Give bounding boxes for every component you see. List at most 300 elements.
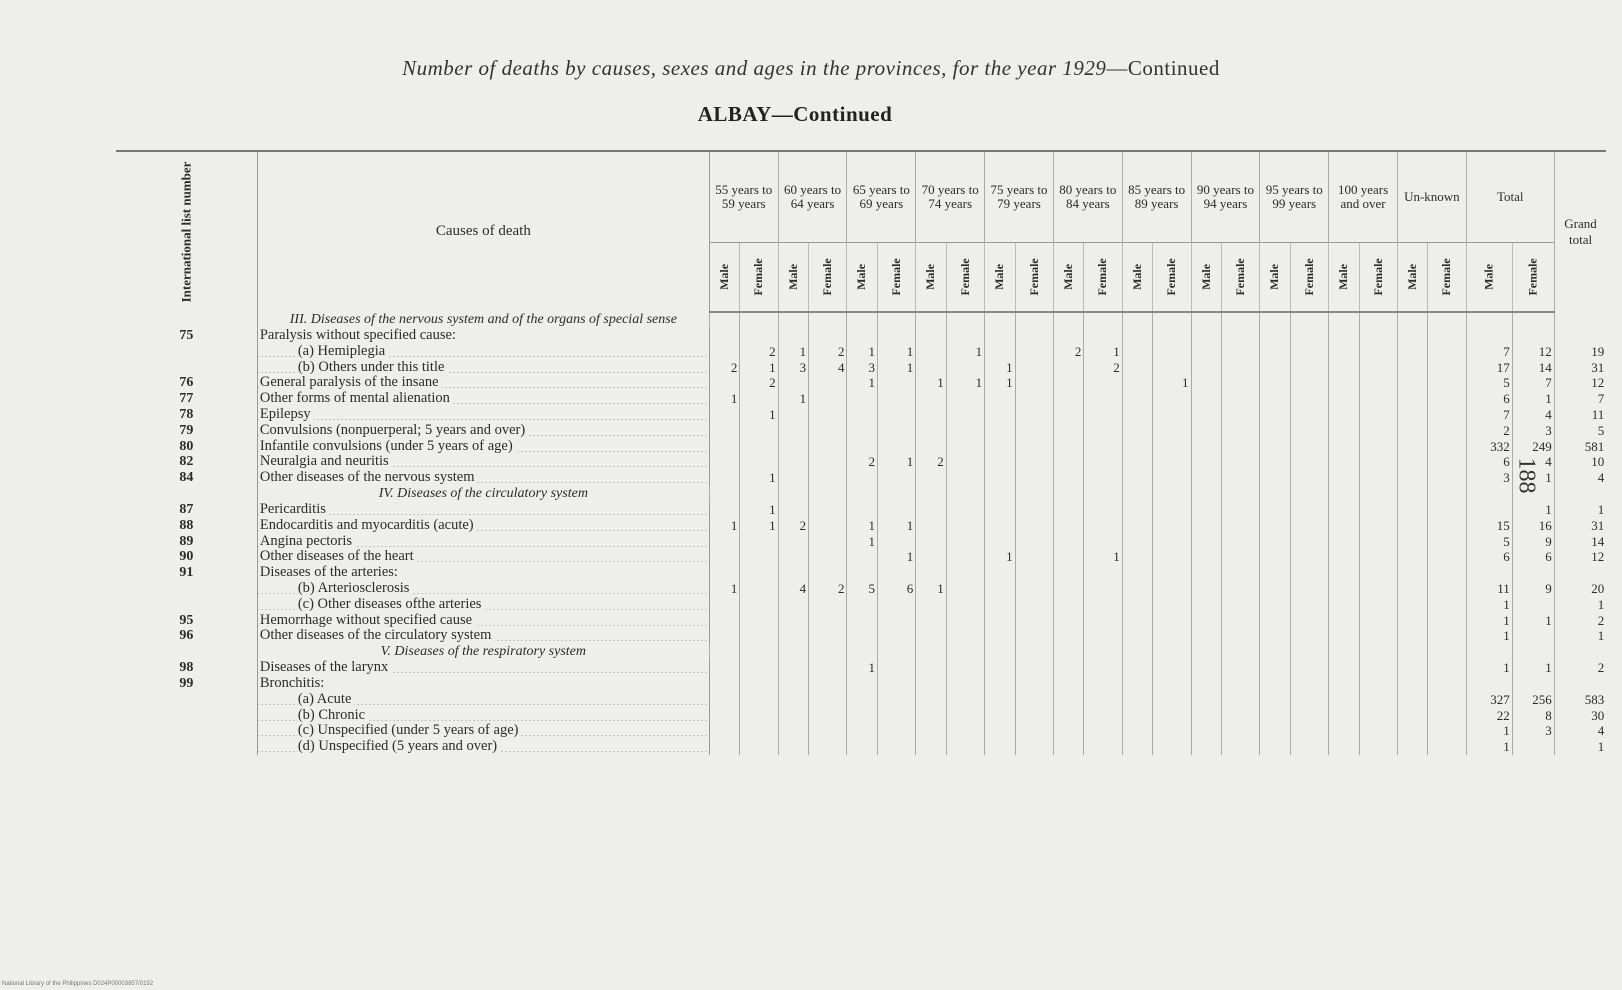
count-cell [1329,423,1360,439]
count-cell [1290,739,1328,755]
count-cell [740,454,778,470]
count-cell [1397,628,1428,644]
total-cell: 6 [1466,391,1512,407]
cause-text: (b) Chronic [298,708,368,723]
count-cell [946,565,984,581]
count-cell [778,708,809,724]
count-cell: 1 [877,360,915,376]
intl-number-cell: 79 [116,423,257,439]
cause-cell [257,502,709,518]
count-cell [1428,454,1466,470]
count-cell [1329,692,1360,708]
cause-cell [257,739,709,755]
count-cell: 1 [740,470,778,486]
count-cell [847,692,878,708]
count-cell [1053,708,1084,724]
intl-number-cell [116,708,257,724]
total-cell: 5 [1466,375,1512,391]
male-label: Male [785,263,800,290]
count-cell [1359,581,1397,597]
count-cell [1428,723,1466,739]
count-cell: 2 [778,518,809,534]
count-cell: 1 [877,344,915,360]
count-cell [1260,534,1291,550]
intl-number-cell [116,723,257,739]
count-cell [1053,549,1084,565]
grand-total-cell: 1 [1554,597,1606,613]
grand-total-cell: 12 [1554,375,1606,391]
count-cell: 3 [778,360,809,376]
empty-cell [709,486,740,502]
cause-text: Diseases of the larynx [260,660,391,675]
grand-total-cell: 10 [1554,454,1606,470]
count-cell [709,502,740,518]
count-cell [916,470,947,486]
count-cell [847,708,878,724]
female-label: Female [1095,258,1110,296]
count-cell [847,613,878,629]
count-cell [709,375,740,391]
count-cell [985,723,1016,739]
empty-cell [1191,312,1222,328]
count-cell [1329,628,1360,644]
grand-total-cell: 20 [1554,581,1606,597]
count-cell [1153,723,1191,739]
count-cell [916,502,947,518]
total-cell: 7 [1466,344,1512,360]
count-cell [740,328,778,344]
count-cell [946,581,984,597]
count-cell [1290,676,1328,692]
count-cell [1015,581,1053,597]
count-cell [985,502,1016,518]
count-cell [1359,328,1397,344]
empty-cell [1290,644,1328,660]
count-cell [809,407,847,423]
count-cell [778,676,809,692]
count-cell [1015,328,1053,344]
cause-text: Hemorrhage without specified cause [260,613,475,628]
count-cell: 1 [740,360,778,376]
empty-cell [1359,644,1397,660]
count-cell [1053,423,1084,439]
count-cell [809,723,847,739]
count-cell [847,407,878,423]
count-cell [1359,723,1397,739]
count-cell [778,613,809,629]
section-row [116,312,1606,328]
count-cell [1084,328,1122,344]
count-cell [1359,692,1397,708]
count-cell [946,391,984,407]
count-cell [1397,549,1428,565]
count-cell [946,628,984,644]
count-cell [946,739,984,755]
count-cell [1359,534,1397,550]
total-cell: 1 [1512,613,1554,629]
count-cell [1428,518,1466,534]
count-cell [1191,723,1222,739]
count-cell [778,328,809,344]
count-cell [877,613,915,629]
count-cell [1084,597,1122,613]
count-cell: 1 [709,581,740,597]
count-cell: 1 [1153,375,1191,391]
intl-number-cell [116,344,257,360]
grand-total-cell [1554,565,1606,581]
count-cell [1260,502,1291,518]
female-column-header [809,243,847,313]
count-cell [740,739,778,755]
count-cell: 1 [709,391,740,407]
count-cell [1359,518,1397,534]
count-cell: 2 [809,581,847,597]
grand-total-cell: 1 [1554,739,1606,755]
count-cell: 1 [778,344,809,360]
table-row [116,375,1606,391]
count-cell: 1 [847,534,878,550]
count-cell [709,344,740,360]
total-cell: 6 [1466,549,1512,565]
count-cell [709,692,740,708]
count-cell [1260,739,1291,755]
count-cell [1053,407,1084,423]
male-column-header [1053,243,1084,313]
intl-number-cell: 88 [116,518,257,534]
count-cell: 1 [946,375,984,391]
count-cell [1015,391,1053,407]
count-cell [877,470,915,486]
count-cell [946,708,984,724]
count-cell [985,660,1016,676]
count-cell [1359,439,1397,455]
grand-total-cell: 11 [1554,407,1606,423]
cause-cell [257,470,709,486]
count-cell [985,534,1016,550]
count-cell [1222,391,1260,407]
table-row [116,739,1606,755]
count-cell [877,660,915,676]
count-cell [847,597,878,613]
count-cell [1290,328,1328,344]
count-cell [1122,518,1153,534]
count-cell [1222,407,1260,423]
count-cell [1359,676,1397,692]
count-cell [1191,597,1222,613]
count-cell [809,534,847,550]
female-label: Female [1232,258,1247,296]
count-cell [809,328,847,344]
empty-cell [1554,312,1606,328]
empty-cell [847,312,878,328]
count-cell [946,423,984,439]
age-group-header: 90 years to 94 years [1191,151,1260,243]
count-cell [1260,692,1291,708]
count-cell [946,597,984,613]
count-cell [916,628,947,644]
count-cell [877,723,915,739]
total-cell: 1 [1466,628,1512,644]
count-cell [1015,344,1053,360]
count-cell [740,660,778,676]
intl-number-header-label: International list number [178,161,194,303]
count-cell [1222,360,1260,376]
cause-cell [257,407,709,423]
count-cell [985,423,1016,439]
male-column-header [1122,243,1153,313]
count-cell [1153,454,1191,470]
cause-cell [257,391,709,407]
female-label: Female [751,258,766,296]
count-cell [1290,708,1328,724]
count-cell [740,723,778,739]
count-cell [1290,360,1328,376]
count-cell [1397,676,1428,692]
count-cell [1359,423,1397,439]
empty-cell [1466,486,1512,502]
count-cell [1053,597,1084,613]
count-cell [1122,613,1153,629]
cause-text: Paralysis without specified cause: [260,328,459,343]
count-cell [1428,549,1466,565]
count-cell [1222,502,1260,518]
count-cell [1260,423,1291,439]
count-cell [1053,439,1084,455]
count-cell [1191,454,1222,470]
count-cell [1153,328,1191,344]
count-cell [1191,613,1222,629]
count-cell [1122,676,1153,692]
count-cell [778,502,809,518]
count-cell [1290,518,1328,534]
grand-total-cell: 2 [1554,660,1606,676]
empty-cell [1554,644,1606,660]
count-cell [1428,739,1466,755]
count-cell [1222,454,1260,470]
empty-cell [1359,486,1397,502]
intl-number-cell [116,692,257,708]
grand-total-cell: 583 [1554,692,1606,708]
grand-total-cell: 4 [1554,723,1606,739]
count-cell [709,628,740,644]
count-cell [1359,628,1397,644]
empty-cell [1015,312,1053,328]
count-cell: 1 [1084,549,1122,565]
female-label: Female [1301,258,1316,296]
male-label: Male [1404,263,1419,290]
total-cell: 2 [1466,423,1512,439]
cause-text: Other forms of mental alienation [260,391,453,406]
grand-total-cell: 581 [1554,439,1606,455]
count-cell [1053,676,1084,692]
count-cell [709,676,740,692]
count-cell [1290,439,1328,455]
count-cell: 2 [809,344,847,360]
empty-cell [1397,644,1428,660]
count-cell [1359,344,1397,360]
count-cell [877,597,915,613]
count-cell [1122,423,1153,439]
count-cell [1122,391,1153,407]
count-cell [1015,423,1053,439]
age-group-header: 75 years to 79 years [985,151,1054,243]
page-number: 188 [1513,457,1540,494]
count-cell [1191,360,1222,376]
table-row [116,613,1606,629]
intl-number-cell [116,581,257,597]
intl-number-cell: 89 [116,534,257,550]
count-cell [1122,723,1153,739]
count-cell [1053,502,1084,518]
count-cell [1329,708,1360,724]
table-row [116,708,1606,724]
intl-number-cell [116,597,257,613]
cause-text: (b) Others under this title [298,360,448,375]
count-cell [740,391,778,407]
count-cell [778,692,809,708]
cause-cell [257,581,709,597]
count-cell [1260,613,1291,629]
count-cell [778,628,809,644]
total-cell: 4 [1512,454,1554,470]
cause-text: Pericarditis [260,502,329,517]
empty-cell [1015,486,1053,502]
count-cell [709,328,740,344]
count-cell: 1 [847,375,878,391]
count-cell [1329,360,1360,376]
female-column-header [1015,243,1053,313]
count-cell [847,439,878,455]
count-cell [1053,328,1084,344]
count-cell [1222,534,1260,550]
table-row [116,628,1606,644]
count-cell [1122,360,1153,376]
count-cell [709,597,740,613]
empty-cell [1397,312,1428,328]
count-cell [1222,708,1260,724]
count-cell [877,391,915,407]
count-cell [1153,502,1191,518]
count-cell [847,470,878,486]
count-cell [1084,565,1122,581]
table-row [116,565,1606,581]
male-label: Male [1198,263,1213,290]
count-cell [946,534,984,550]
count-cell [1260,344,1291,360]
count-cell [1222,739,1260,755]
count-cell [985,439,1016,455]
empty-cell [1329,644,1360,660]
count-cell [916,439,947,455]
count-cell [1053,723,1084,739]
count-cell [877,407,915,423]
count-cell [946,439,984,455]
age-group-header: 70 years to 74 years [916,151,985,243]
male-label: Male [854,263,869,290]
empty-cell [916,312,947,328]
count-cell [847,328,878,344]
grand-total-cell [1554,328,1606,344]
count-cell [1222,723,1260,739]
age-group-header: 95 years to 99 years [1260,151,1329,243]
empty-cell [847,644,878,660]
male-column-header [1191,243,1222,313]
count-cell [1053,391,1084,407]
intl-number-cell: 91 [116,565,257,581]
empty-cell [1512,312,1554,328]
count-cell [946,676,984,692]
count-cell: 1 [740,502,778,518]
count-cell [809,739,847,755]
count-cell [1084,613,1122,629]
empty-cell [1153,486,1191,502]
intl-number-cell: 77 [116,391,257,407]
count-cell [1191,708,1222,724]
female-column-header [1290,243,1328,313]
cause-cell [257,613,709,629]
count-cell [778,597,809,613]
count-cell [985,628,1016,644]
intl-number-cell: 98 [116,660,257,676]
table-row [116,692,1606,708]
table-row [116,597,1606,613]
count-cell [946,660,984,676]
count-cell [809,660,847,676]
cause-cell [257,375,709,391]
table-row [116,534,1606,550]
total-cell: 6 [1466,454,1512,470]
empty-cell [1122,486,1153,502]
count-cell [916,565,947,581]
count-cell: 3 [847,360,878,376]
count-cell [1428,328,1466,344]
total-cell: 8 [1512,708,1554,724]
count-cell [946,692,984,708]
count-cell [1260,328,1291,344]
count-cell [1260,565,1291,581]
section-row [116,644,1606,660]
cause-cell [257,692,709,708]
count-cell: 1 [740,518,778,534]
empty-cell [709,312,740,328]
empty-cell [847,486,878,502]
cause-text: (a) Hemiplegia [298,344,388,359]
title-main: Number of deaths by causes, sexes and ages in the provinces, for the year 1929 [402,56,1107,80]
cause-text: (c) Unspecified (under 5 years of age) [298,723,522,738]
table-row [116,439,1606,455]
count-cell [1290,534,1328,550]
count-cell [1015,439,1053,455]
count-cell [1260,581,1291,597]
count-cell [1084,407,1122,423]
count-cell [1191,407,1222,423]
count-cell [877,439,915,455]
count-cell [916,360,947,376]
count-cell: 4 [778,581,809,597]
empty-cell [1084,486,1122,502]
count-cell: 1 [847,344,878,360]
total-cell: 11 [1466,581,1512,597]
cause-cell [257,360,709,376]
count-cell [946,454,984,470]
female-column-header [1084,243,1122,313]
count-cell [1397,344,1428,360]
male-label: Male [716,263,731,290]
empty-cell [1053,486,1084,502]
count-cell [1015,534,1053,550]
count-cell [1053,360,1084,376]
count-cell [1290,344,1328,360]
